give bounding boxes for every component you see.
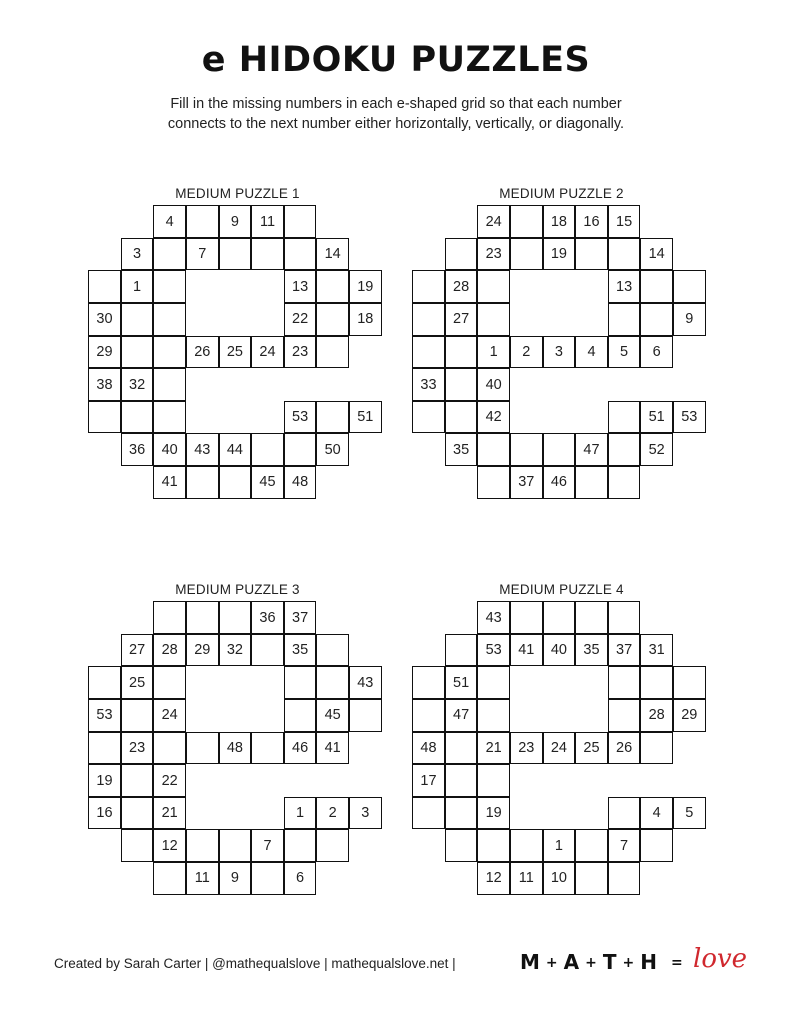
grid-cell[interactable]: 36 bbox=[121, 433, 154, 466]
grid-cell[interactable] bbox=[316, 401, 349, 434]
grid-cell[interactable] bbox=[186, 601, 219, 634]
grid-cell[interactable] bbox=[121, 699, 154, 732]
grid-cell[interactable] bbox=[88, 401, 121, 434]
grid-cell[interactable] bbox=[251, 732, 284, 765]
grid-cell[interactable] bbox=[608, 401, 641, 434]
grid-cell[interactable] bbox=[153, 666, 186, 699]
grid-cell[interactable]: 51 bbox=[445, 666, 478, 699]
grid-cell[interactable] bbox=[477, 666, 510, 699]
grid-cell[interactable]: 33 bbox=[412, 368, 445, 401]
grid-cell[interactable] bbox=[186, 829, 219, 862]
puzzle-title: MEDIUM PUZZLE 4 bbox=[499, 582, 624, 597]
grid-cell[interactable] bbox=[284, 829, 317, 862]
grid-cell[interactable]: 1 bbox=[477, 336, 510, 369]
grid-cell[interactable] bbox=[477, 829, 510, 862]
grid-cell[interactable]: 28 bbox=[153, 634, 186, 667]
grid-cell[interactable]: 23 bbox=[121, 732, 154, 765]
grid-cell[interactable]: 40 bbox=[153, 433, 186, 466]
grid-cell[interactable] bbox=[608, 238, 641, 271]
grid-cell[interactable]: 43 bbox=[349, 666, 382, 699]
grid-cell[interactable] bbox=[477, 303, 510, 336]
plus-icon: + bbox=[585, 955, 598, 971]
brand-letter: M bbox=[520, 950, 541, 974]
grid-cell[interactable]: 21 bbox=[153, 797, 186, 830]
grid-cell[interactable]: 5 bbox=[608, 336, 641, 369]
grid-cell[interactable] bbox=[640, 666, 673, 699]
grid-cell[interactable]: 9 bbox=[219, 205, 252, 238]
grid-cell[interactable]: 4 bbox=[575, 336, 608, 369]
math-equals-love-logo bbox=[520, 950, 689, 974]
grid-cell[interactable]: 19 bbox=[543, 238, 576, 271]
grid-cell[interactable] bbox=[88, 732, 121, 765]
grid-cell[interactable] bbox=[608, 666, 641, 699]
grid-cell[interactable] bbox=[251, 862, 284, 895]
puzzle-title: MEDIUM PUZZLE 3 bbox=[175, 582, 300, 597]
grid-cell[interactable] bbox=[316, 303, 349, 336]
grid-cell[interactable]: 23 bbox=[510, 732, 543, 765]
grid-cell[interactable]: 26 bbox=[186, 336, 219, 369]
grid-cell[interactable]: 27 bbox=[121, 634, 154, 667]
grid-cell[interactable]: 37 bbox=[284, 601, 317, 634]
grid-cell[interactable] bbox=[121, 797, 154, 830]
grid-cell[interactable]: 32 bbox=[121, 368, 154, 401]
grid-cell[interactable] bbox=[608, 699, 641, 732]
instructions-line-1: Fill in the missing numbers in each e-shaped grid so that each number bbox=[170, 96, 622, 112]
grid-cell[interactable] bbox=[575, 601, 608, 634]
grid-cell[interactable] bbox=[477, 764, 510, 797]
grid-cell[interactable] bbox=[88, 666, 121, 699]
puzzle-3 bbox=[89, 582, 389, 902]
grid-cell[interactable] bbox=[640, 303, 673, 336]
grid-cell[interactable]: 40 bbox=[543, 634, 576, 667]
plus-icon: + bbox=[622, 955, 636, 971]
grid-cell[interactable]: 41 bbox=[510, 634, 543, 667]
grid-cell[interactable] bbox=[219, 601, 252, 634]
grid-cell[interactable] bbox=[412, 336, 445, 369]
grid-cell[interactable] bbox=[412, 699, 445, 732]
grid-cell[interactable]: 11 bbox=[510, 862, 543, 895]
grid-cell[interactable]: 35 bbox=[284, 634, 317, 667]
grid-cell[interactable]: 43 bbox=[186, 433, 219, 466]
grid-cell[interactable]: 48 bbox=[219, 732, 252, 765]
grid-cell[interactable]: 28 bbox=[445, 270, 478, 303]
grid-cell[interactable]: 15 bbox=[608, 205, 641, 238]
grid-cell[interactable] bbox=[477, 433, 510, 466]
grid-cell[interactable] bbox=[251, 634, 284, 667]
grid-cell[interactable]: 6 bbox=[284, 862, 317, 895]
grid-cell[interactable] bbox=[543, 433, 576, 466]
grid-cell[interactable] bbox=[608, 433, 641, 466]
grid-cell[interactable]: 7 bbox=[251, 829, 284, 862]
grid-cell[interactable] bbox=[477, 270, 510, 303]
grid-cell[interactable] bbox=[121, 829, 154, 862]
grid-cell[interactable] bbox=[251, 238, 284, 271]
grid-cell[interactable] bbox=[153, 862, 186, 895]
grid-cell[interactable] bbox=[219, 829, 252, 862]
grid-cell[interactable]: 44 bbox=[219, 433, 252, 466]
grid-cell[interactable]: 3 bbox=[121, 238, 154, 271]
grid-cell[interactable] bbox=[445, 634, 478, 667]
grid-cell[interactable]: 52 bbox=[640, 433, 673, 466]
grid-cell[interactable] bbox=[575, 829, 608, 862]
grid-cell[interactable] bbox=[316, 336, 349, 369]
grid-cell[interactable] bbox=[575, 238, 608, 271]
love-script-logo: love bbox=[693, 944, 748, 974]
grid-cell[interactable]: 23 bbox=[477, 238, 510, 271]
grid-cell[interactable] bbox=[186, 466, 219, 499]
grid-cell[interactable]: 29 bbox=[673, 699, 706, 732]
grid-cell[interactable]: 47 bbox=[445, 699, 478, 732]
grid-cell[interactable]: 24 bbox=[477, 205, 510, 238]
grid-cell[interactable]: 16 bbox=[88, 797, 121, 830]
grid-cell[interactable]: 19 bbox=[88, 764, 121, 797]
grid-cell[interactable] bbox=[445, 764, 478, 797]
grid-cell[interactable]: 3 bbox=[543, 336, 576, 369]
grid-cell[interactable] bbox=[316, 634, 349, 667]
grid-cell[interactable] bbox=[349, 699, 382, 732]
grid-cell[interactable]: 31 bbox=[640, 634, 673, 667]
grid-cell[interactable]: 30 bbox=[88, 303, 121, 336]
grid-cell[interactable] bbox=[510, 829, 543, 862]
grid-cell[interactable] bbox=[608, 466, 641, 499]
grid-cell[interactable] bbox=[153, 336, 186, 369]
puzzle-title: MEDIUM PUZZLE 1 bbox=[175, 186, 300, 201]
grid-cell[interactable]: 48 bbox=[412, 732, 445, 765]
grid-cell[interactable] bbox=[477, 699, 510, 732]
grid-cell[interactable]: 29 bbox=[186, 634, 219, 667]
grid-cell[interactable]: 43 bbox=[477, 601, 510, 634]
grid-cell[interactable]: 45 bbox=[316, 699, 349, 732]
grid-cell[interactable]: 53 bbox=[477, 634, 510, 667]
grid-cell[interactable]: 22 bbox=[153, 764, 186, 797]
grid-cell[interactable]: 19 bbox=[477, 797, 510, 830]
puzzle-title: MEDIUM PUZZLE 2 bbox=[499, 186, 624, 201]
grid-cell[interactable] bbox=[251, 433, 284, 466]
grid-cell[interactable]: 11 bbox=[186, 862, 219, 895]
hidoku-grid bbox=[413, 206, 707, 500]
grid-cell[interactable] bbox=[153, 303, 186, 336]
grid-cell[interactable] bbox=[640, 270, 673, 303]
grid-cell[interactable]: 1 bbox=[284, 797, 317, 830]
grid-cell[interactable]: 7 bbox=[186, 238, 219, 271]
brand-letter: T bbox=[602, 950, 618, 974]
hidoku-grid bbox=[413, 602, 707, 896]
grid-cell[interactable] bbox=[219, 466, 252, 499]
grid-cell[interactable] bbox=[186, 205, 219, 238]
equals-icon: = bbox=[670, 955, 684, 971]
grid-cell[interactable]: 53 bbox=[88, 699, 121, 732]
grid-cell[interactable]: 18 bbox=[543, 205, 576, 238]
grid-cell[interactable]: 53 bbox=[673, 401, 706, 434]
grid-cell[interactable] bbox=[153, 401, 186, 434]
grid-cell[interactable]: 51 bbox=[640, 401, 673, 434]
grid-cell[interactable]: 50 bbox=[316, 433, 349, 466]
grid-cell[interactable] bbox=[477, 466, 510, 499]
grid-cell[interactable] bbox=[608, 601, 641, 634]
grid-cell[interactable] bbox=[673, 666, 706, 699]
grid-cell[interactable]: 9 bbox=[219, 862, 252, 895]
grid-cell[interactable] bbox=[445, 368, 478, 401]
grid-cell[interactable] bbox=[153, 368, 186, 401]
instructions bbox=[0, 94, 792, 134]
grid-cell[interactable] bbox=[316, 829, 349, 862]
grid-cell[interactable] bbox=[510, 205, 543, 238]
grid-cell[interactable] bbox=[445, 401, 478, 434]
grid-cell[interactable]: 25 bbox=[575, 732, 608, 765]
grid-cell[interactable] bbox=[316, 666, 349, 699]
grid-cell[interactable]: 32 bbox=[219, 634, 252, 667]
grid-cell[interactable]: 46 bbox=[543, 466, 576, 499]
grid-cell[interactable]: 13 bbox=[284, 270, 317, 303]
grid-cell[interactable] bbox=[88, 270, 121, 303]
grid-cell[interactable]: 24 bbox=[153, 699, 186, 732]
grid-cell[interactable]: 13 bbox=[608, 270, 641, 303]
grid-cell[interactable] bbox=[121, 303, 154, 336]
grid-cell[interactable]: 5 bbox=[673, 797, 706, 830]
grid-cell[interactable] bbox=[412, 401, 445, 434]
grid-cell[interactable] bbox=[121, 401, 154, 434]
grid-cell[interactable]: 19 bbox=[349, 270, 382, 303]
grid-cell[interactable]: 53 bbox=[284, 401, 317, 434]
grid-cell[interactable] bbox=[445, 732, 478, 765]
grid-cell[interactable] bbox=[284, 238, 317, 271]
grid-cell[interactable]: 10 bbox=[543, 862, 576, 895]
grid-cell[interactable]: 11 bbox=[251, 205, 284, 238]
grid-cell[interactable]: 23 bbox=[284, 336, 317, 369]
grid-cell[interactable]: 25 bbox=[219, 336, 252, 369]
grid-cell[interactable]: 36 bbox=[251, 601, 284, 634]
grid-cell[interactable]: 16 bbox=[575, 205, 608, 238]
grid-cell[interactable]: 9 bbox=[673, 303, 706, 336]
grid-cell[interactable]: 41 bbox=[153, 466, 186, 499]
hidoku-grid bbox=[89, 602, 383, 896]
footer-credit: Created by Sarah Carter | @mathequalslove | mathequalslove.net | bbox=[54, 956, 456, 971]
grid-cell[interactable]: 18 bbox=[349, 303, 382, 336]
grid-cell[interactable] bbox=[316, 270, 349, 303]
grid-cell[interactable] bbox=[445, 797, 478, 830]
grid-cell[interactable]: 47 bbox=[575, 433, 608, 466]
brand-letter: H bbox=[640, 950, 658, 974]
grid-cell[interactable] bbox=[284, 666, 317, 699]
grid-cell[interactable] bbox=[153, 732, 186, 765]
grid-cell[interactable]: 41 bbox=[316, 732, 349, 765]
grid-cell[interactable]: 29 bbox=[88, 336, 121, 369]
grid-cell[interactable]: 6 bbox=[640, 336, 673, 369]
grid-cell[interactable]: 28 bbox=[640, 699, 673, 732]
grid-cell[interactable]: 22 bbox=[284, 303, 317, 336]
grid-cell[interactable]: 1 bbox=[121, 270, 154, 303]
grid-cell[interactable]: 45 bbox=[251, 466, 284, 499]
puzzle-4 bbox=[413, 582, 713, 902]
grid-cell[interactable]: 17 bbox=[412, 764, 445, 797]
grid-cell[interactable]: 46 bbox=[284, 732, 317, 765]
grid-cell[interactable]: 4 bbox=[153, 205, 186, 238]
grid-cell[interactable]: 12 bbox=[477, 862, 510, 895]
grid-cell[interactable]: 35 bbox=[575, 634, 608, 667]
grid-cell[interactable]: 48 bbox=[284, 466, 317, 499]
grid-cell[interactable] bbox=[445, 238, 478, 271]
grid-cell[interactable]: 27 bbox=[445, 303, 478, 336]
grid-cell[interactable] bbox=[153, 270, 186, 303]
grid-cell[interactable]: 40 bbox=[477, 368, 510, 401]
grid-cell[interactable] bbox=[412, 666, 445, 699]
grid-cell[interactable]: 1 bbox=[543, 829, 576, 862]
grid-cell[interactable]: 24 bbox=[251, 336, 284, 369]
page-title: e HIDOKU PUZZLES bbox=[201, 40, 591, 80]
grid-cell[interactable] bbox=[121, 336, 154, 369]
puzzle-2 bbox=[413, 186, 713, 506]
grid-cell[interactable] bbox=[510, 601, 543, 634]
grid-cell[interactable]: 24 bbox=[543, 732, 576, 765]
grid-cell[interactable] bbox=[284, 433, 317, 466]
grid-cell[interactable] bbox=[153, 238, 186, 271]
brand-letter: A bbox=[563, 950, 581, 974]
grid-cell[interactable] bbox=[510, 238, 543, 271]
grid-cell[interactable]: 2 bbox=[510, 336, 543, 369]
grid-cell[interactable] bbox=[575, 466, 608, 499]
grid-cell[interactable] bbox=[673, 270, 706, 303]
grid-cell[interactable]: 51 bbox=[349, 401, 382, 434]
grid-cell[interactable]: 38 bbox=[88, 368, 121, 401]
grid-cell[interactable] bbox=[121, 764, 154, 797]
grid-cell[interactable] bbox=[445, 336, 478, 369]
grid-cell[interactable] bbox=[543, 601, 576, 634]
grid-cell[interactable] bbox=[608, 797, 641, 830]
grid-cell[interactable]: 21 bbox=[477, 732, 510, 765]
grid-cell[interactable]: 7 bbox=[608, 829, 641, 862]
grid-cell[interactable]: 2 bbox=[316, 797, 349, 830]
grid-cell[interactable] bbox=[640, 732, 673, 765]
grid-cell[interactable] bbox=[186, 732, 219, 765]
grid-cell[interactable] bbox=[640, 829, 673, 862]
grid-cell[interactable]: 12 bbox=[153, 829, 186, 862]
grid-cell[interactable]: 42 bbox=[477, 401, 510, 434]
grid-cell[interactable] bbox=[153, 601, 186, 634]
grid-cell[interactable]: 37 bbox=[510, 466, 543, 499]
instructions-line-2: connects to the next number either horizontally, vertically, or diagonally. bbox=[167, 116, 625, 132]
grid-cell[interactable]: 25 bbox=[121, 666, 154, 699]
grid-cell[interactable]: 37 bbox=[608, 634, 641, 667]
grid-cell[interactable] bbox=[412, 303, 445, 336]
grid-cell[interactable] bbox=[445, 829, 478, 862]
grid-cell[interactable] bbox=[219, 238, 252, 271]
grid-cell[interactable] bbox=[608, 862, 641, 895]
grid-cell[interactable]: 14 bbox=[316, 238, 349, 271]
grid-cell[interactable]: 26 bbox=[608, 732, 641, 765]
grid-cell[interactable] bbox=[412, 797, 445, 830]
grid-cell[interactable] bbox=[510, 433, 543, 466]
grid-cell[interactable] bbox=[412, 270, 445, 303]
grid-cell[interactable] bbox=[608, 303, 641, 336]
plus-icon: + bbox=[545, 955, 559, 971]
grid-cell[interactable] bbox=[284, 699, 317, 732]
puzzle-1 bbox=[89, 186, 389, 506]
grid-cell[interactable]: 35 bbox=[445, 433, 478, 466]
grid-cell[interactable] bbox=[575, 862, 608, 895]
grid-cell[interactable]: 4 bbox=[640, 797, 673, 830]
grid-cell[interactable]: 14 bbox=[640, 238, 673, 271]
grid-cell[interactable]: 3 bbox=[349, 797, 382, 830]
hidoku-grid bbox=[89, 206, 383, 500]
grid-cell[interactable] bbox=[284, 205, 317, 238]
